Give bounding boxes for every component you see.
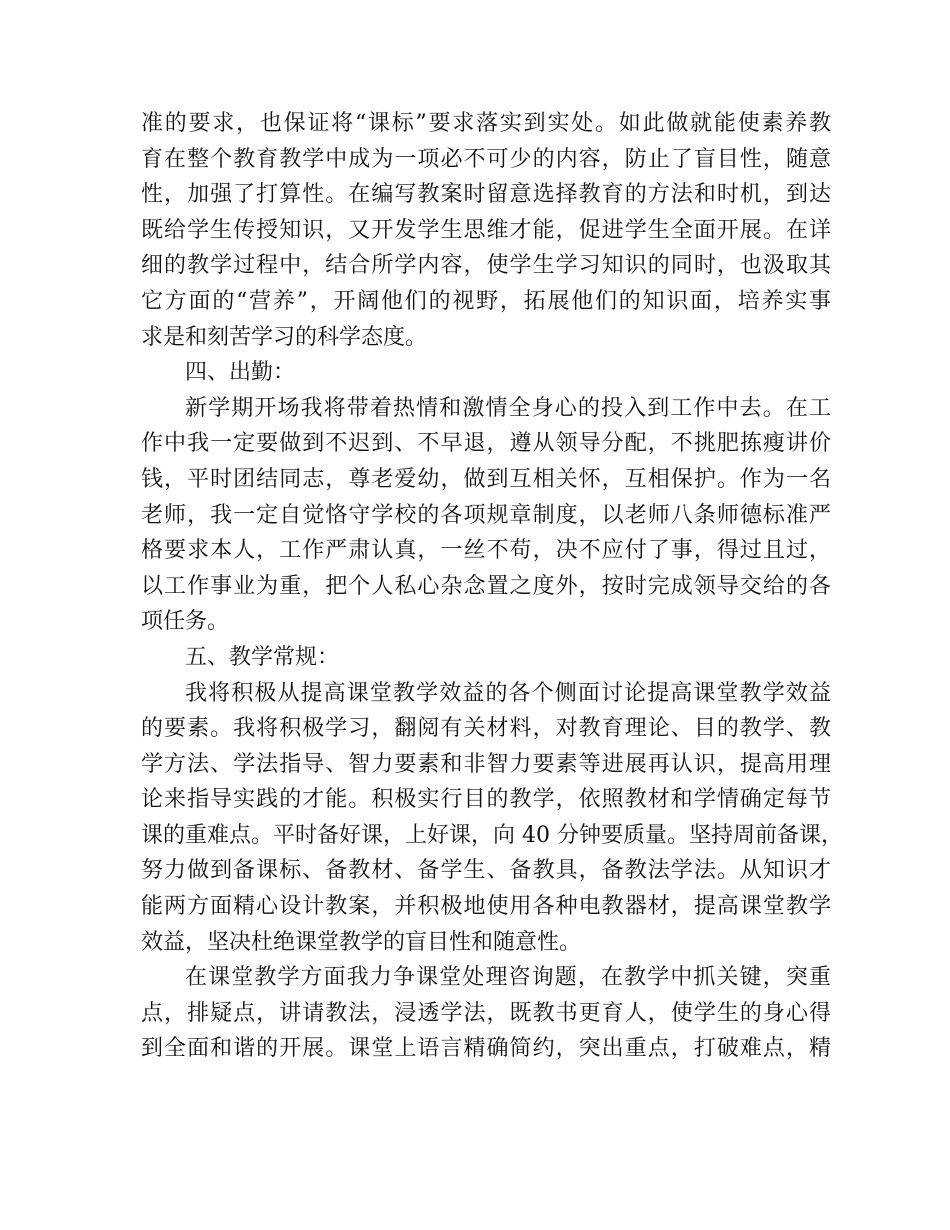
body-line: 准的要求，也保证将“课标”要求落实到实处。如此做就能使素养教 bbox=[141, 111, 831, 136]
section-heading-teaching-routine: 五、教学常规： bbox=[185, 644, 340, 670]
document-body bbox=[141, 106, 843, 1067]
body-line: 细的教学过程中，结合所学内容，使学生学习知识的同时，也汲取其 bbox=[141, 253, 831, 279]
body-line: 项任务。 bbox=[141, 609, 230, 635]
body-line: 在课堂教学方面我力争课堂处理咨询题，在教学中抓关键，突重 bbox=[185, 965, 831, 991]
body-line: 新学期开场我将带着热情和激情全身心的投入到工作中去。在工 bbox=[185, 395, 831, 421]
body-line: 学方法、学法指导、智力要素和非智力要素等进展再认识，提高用理 bbox=[141, 751, 831, 777]
body-line: 钱，平时团结同志，尊老爱幼，做到互相关怀，互相保护。作为一名 bbox=[141, 466, 831, 492]
body-line: 它方面的“营养”，开阔他们的视野，拓展他们的知识面，培养实事 bbox=[141, 288, 831, 314]
body-line: 到全面和谐的开展。课堂上语言精确简约，突出重点，打破难点，精 bbox=[141, 1036, 831, 1062]
body-line: 育在整个教育教学中成为一项必不可少的内容，防止了盲目性，随意 bbox=[141, 146, 831, 172]
body-line: 课的重难点。平时备好课，上好课，向 40 分钟要质量。坚持周前备课， bbox=[141, 822, 843, 848]
body-line: 效益，坚决杜绝课堂教学的盲目性和随意性。 bbox=[141, 929, 582, 955]
body-line: 既给学生传授知识，又开发学生思维才能，促进学生全面开展。在详 bbox=[141, 217, 831, 243]
body-line: 能两方面精心设计教案，并积极地使用各种电教器材，提高课堂教学 bbox=[141, 894, 831, 920]
body-line: 以工作事业为重，把个人私心杂念置之度外，按时完成领导交给的各 bbox=[141, 573, 831, 599]
body-line: 论来指导实践的才能。积极实行目的教学，依照教材和学情确定每节 bbox=[141, 787, 831, 813]
body-line: 求是和刻苦学习的科学态度。 bbox=[141, 324, 428, 350]
body-line: 点，排疑点，讲请教法，浸透学法，既教书更育人，使学生的身心得 bbox=[141, 1000, 831, 1026]
body-line: 努力做到备课标、备教材、备学生、备教具，备教法学法。从知识才 bbox=[141, 858, 831, 884]
body-line: 格要求本人，工作严肃认真，一丝不苟，决不应付了事，得过且过， bbox=[141, 538, 831, 564]
body-line: 老师，我一定自觉恪守学校的各项规章制度，以老师八条师德标准严 bbox=[141, 502, 831, 528]
body-line: 性，加强了打算性。在编写教案时留意选择教育的方法和时机，到达 bbox=[141, 182, 831, 208]
body-line: 的要素。我将积极学习，翻阅有关材料，对教育理论、目的教学、教 bbox=[141, 716, 831, 742]
section-heading-attendance: 四、出勤： bbox=[185, 360, 296, 386]
body-line: 我将积极从提高课堂教学效益的各个侧面讨论提高课堂教学效益 bbox=[185, 680, 831, 706]
body-line: 作中我一定要做到不迟到、不早退，遵从领导分配，不挑肥拣瘦讲价 bbox=[141, 431, 831, 457]
